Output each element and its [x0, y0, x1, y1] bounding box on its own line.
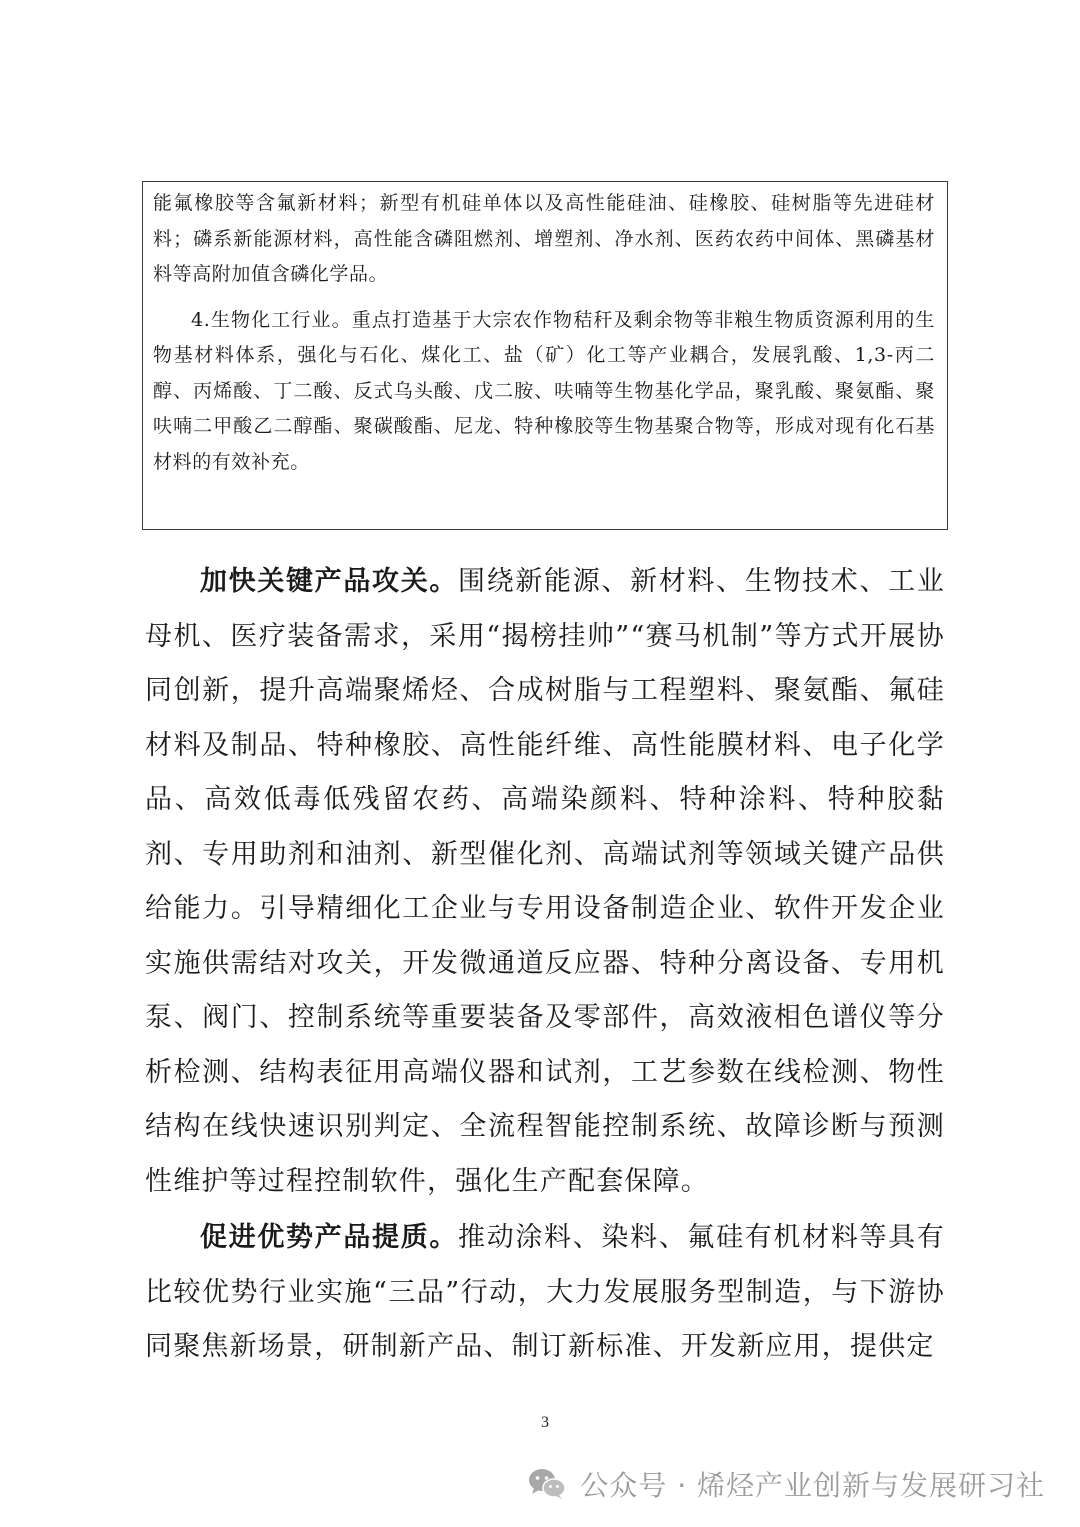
boxed-section: [142, 181, 948, 530]
body-paragraph-2-lead: 促进优势产品提质。: [200, 1222, 459, 1253]
body-paragraph-1-lead: 加快关键产品攻关。: [200, 566, 459, 597]
page-number: 3: [541, 1414, 549, 1431]
box-paragraph-2-lead: 4.生物化工行业。: [191, 308, 352, 331]
body-paragraph-2-text: 推动涂料、染料、氟硅有机材料等具有比较优势行业实施“三品”行动，大力发展服务型制造，与下游协同聚焦新场景，研制新产品、制订新标准、开发新应用，提供定: [145, 1222, 945, 1362]
body-paragraph-1-text: 围绕新能源、新材料、生物技术、工业母机、医疗装备需求，采用“揭榜挂帅”“赛马机制”等方式开展协同创新，提升高端聚烯烃、合成树脂与工程塑料、聚氨酯、氟硅材料及制品、特种橡胶、高性能纤维、高性能膜材料、电子化学品、高效低毒低残留农药、高端染颜料、特种涂料、特种胶黏剂、专用助剂和油剂、新型催化剂、高端试剂等领域关键产品供给能力。引导精细化工企业与专用设备制造企业、软件开发企业实施供需结对攻关，开发微通道反应器、特种分离设备、专用机泵、阀门、控制系统等重要装备及零部件，高效液相色谱仪等分析检测、结构表征用高端仪器和试剂，工艺参数在线检测、物性结构在线快速识别判定、全流程智能控制系统、故障诊断与预测性维护等过程控制软件，强化生产配套保障。: [145, 566, 945, 1197]
box-paragraph-2-text: 重点打造基于大宗农作物秸秆及剩余物等非粮生物质资源利用的生物基材料体系，强化与石化、煤化工、盐（矿）化工等产业耦合，发展乳酸、1,3-丙二醇、丙烯酸、丁二酸、反式乌头酸、戊二胺、呋喃等生物基化学品，聚乳酸、聚氨酯、聚呋喃二甲酸乙二醇酯、聚碳酸酯、尼龙、特种橡胶等生物基聚合物等，形成对现有化石基材料的有效补充。: [153, 308, 935, 473]
box-paragraph-2: [153, 303, 935, 481]
watermark-text: 公众号 · 烯烃产业创新与发展研习社: [580, 1469, 1045, 1502]
body-paragraph-1: [145, 555, 945, 1209]
main-body: [145, 555, 945, 1375]
box-paragraph-1: 能氟橡胶等含氟新材料；新型有机硅单体以及高性能硅油、硅橡胶、硅树脂等先进硅材料；磷系新能源材料，高性能含磷阻燃剂、增塑剂、净水剂、医药农药中间体、黑磷基材料等高附加值含磷化学品。: [153, 192, 935, 285]
body-paragraph-2: [145, 1211, 945, 1375]
watermark: [528, 1462, 1045, 1506]
wechat-icon: [528, 1467, 566, 1501]
